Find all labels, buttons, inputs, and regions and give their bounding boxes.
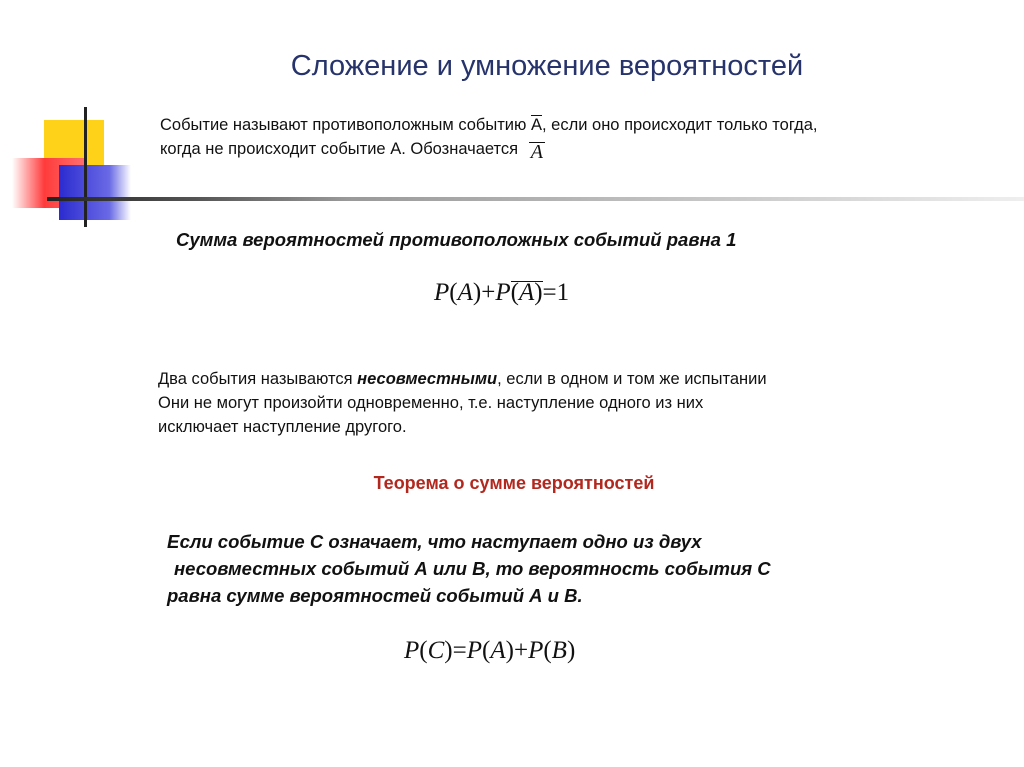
formula-sum-opposite bbox=[434, 279, 569, 307]
decor-vertical-line bbox=[84, 107, 87, 227]
definition-incompatible-line2: Они не могут произойти одновременно, т.е. наступление одного из них bbox=[158, 394, 704, 412]
definition-incompatible bbox=[158, 367, 938, 439]
theorem-title: Теорема о сумме вероятностей bbox=[373, 473, 655, 493]
notation-a-bar: A bbox=[530, 141, 543, 163]
formula2-p3: P bbox=[528, 637, 544, 664]
formula2-open3: ( bbox=[543, 637, 552, 664]
sum-opposite-heading: Сумма вероятностей противоположных событий равна 1 bbox=[176, 229, 737, 250]
definition-opposite-text-after: , если оно происходит только тогда, bbox=[542, 116, 818, 134]
formula2-close3: ) bbox=[566, 637, 576, 664]
formula1-open1: ( bbox=[449, 279, 458, 306]
decor-horizontal-line bbox=[47, 197, 347, 201]
formula2-p1: P bbox=[404, 637, 420, 664]
formula1-plus: + bbox=[481, 279, 496, 306]
formula2-close2: ) bbox=[505, 637, 514, 664]
definition-opposite-text-before: Событие называют противоположным событию bbox=[160, 116, 531, 134]
formula2-a: A bbox=[490, 637, 506, 664]
formula2-open2: ( bbox=[482, 637, 491, 664]
theorem-body bbox=[167, 528, 947, 609]
definition-opposite bbox=[160, 113, 980, 161]
theorem-line3: равна сумме вероятностей событий А и В. bbox=[167, 585, 583, 606]
formula1-p1: P bbox=[434, 279, 450, 306]
formula2-b: B bbox=[551, 637, 567, 664]
definition-incompatible-line3: исключает наступление другого. bbox=[158, 418, 407, 436]
formula1-rhs: 1 bbox=[556, 279, 570, 306]
theorem-line2: несовместных событий А или В, то вероятность события С bbox=[174, 558, 771, 579]
formula1-a1: A bbox=[457, 279, 473, 306]
formula1-a2-bar: A bbox=[518, 279, 535, 306]
formula2-p2: P bbox=[466, 637, 483, 664]
formula1-eq: = bbox=[542, 279, 557, 306]
formula2-open1: ( bbox=[419, 637, 428, 664]
slide-title: Сложение и умножение вероятностей bbox=[290, 50, 804, 82]
formula1-open2: ( bbox=[510, 279, 519, 306]
event-a-overlined: А bbox=[530, 116, 542, 134]
term-incompatible: несовместными bbox=[357, 370, 498, 388]
decor-blue-square bbox=[59, 165, 131, 220]
theorem-line1: Если событие С означает, что наступает одно из двух bbox=[167, 531, 702, 552]
formula1-p2: P bbox=[495, 279, 511, 306]
formula2-plus: + bbox=[513, 637, 529, 664]
definition-incompatible-text-after: , если в одном и том же испытании bbox=[497, 370, 767, 388]
formula2-c: C bbox=[427, 637, 445, 664]
decor-horizontal-line-fade bbox=[347, 197, 1024, 201]
definition-opposite-line2: когда не происходит событие А. Обозначается bbox=[160, 140, 519, 158]
formula1-close1: ) bbox=[472, 279, 482, 306]
formula2-close1: ) bbox=[444, 637, 453, 664]
formula-sum-theorem bbox=[404, 637, 575, 665]
definition-incompatible-text-before: Два события называются bbox=[158, 370, 358, 388]
formula2-eq: = bbox=[452, 637, 467, 664]
formula1-close2: ) bbox=[534, 279, 543, 306]
